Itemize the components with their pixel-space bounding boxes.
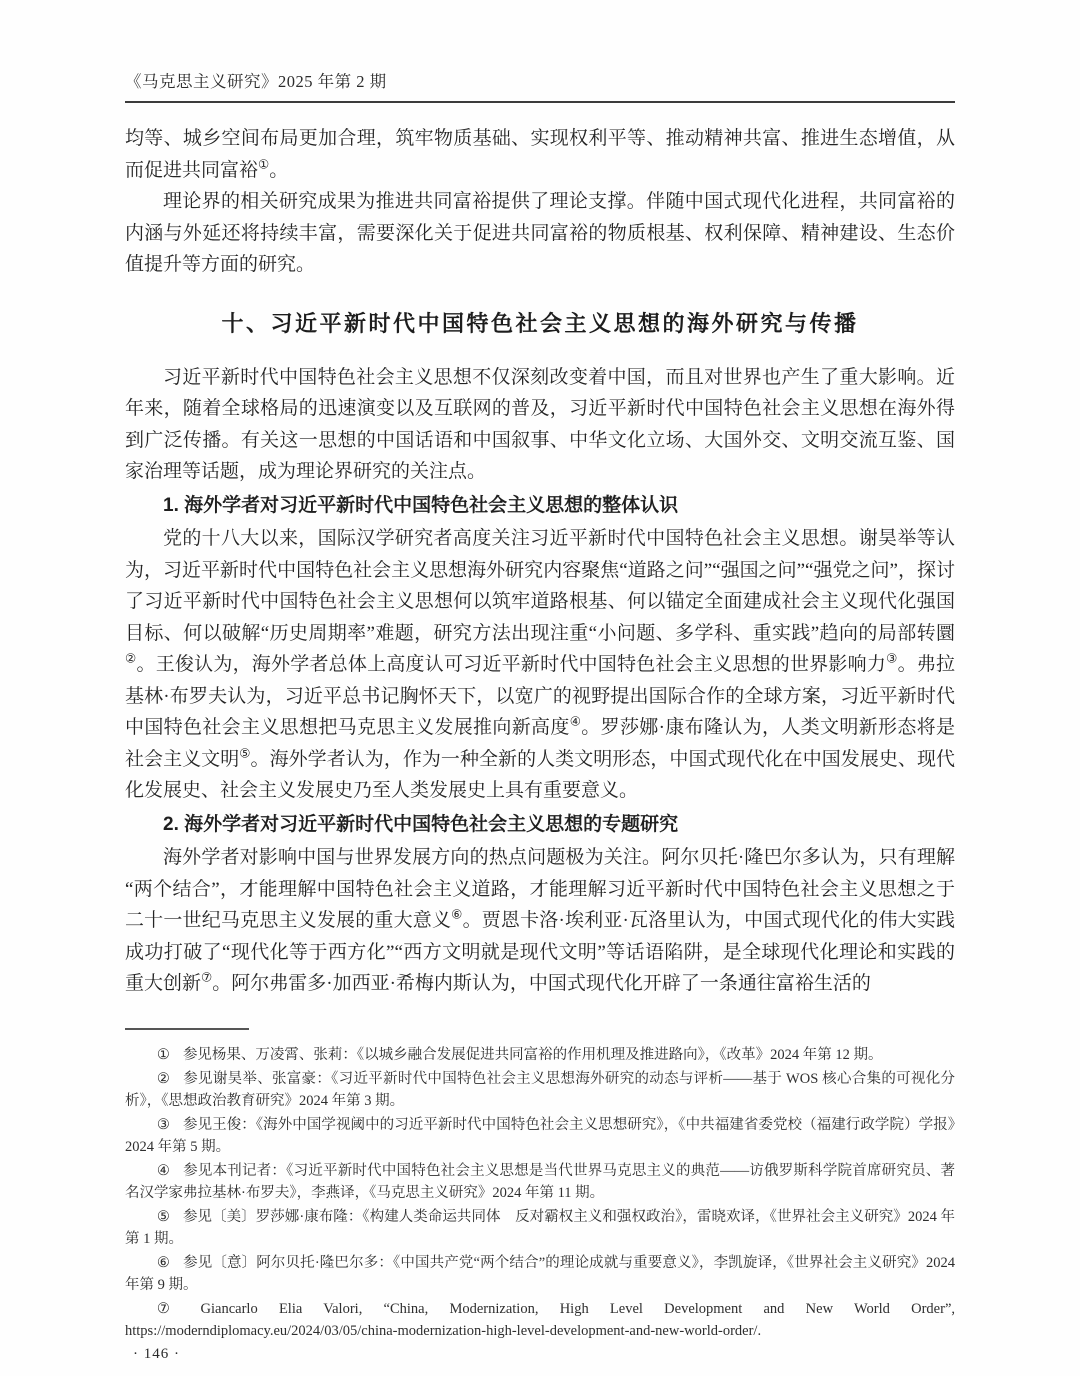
subsection-title: 1. 海外学者对习近平新时代中国特色社会主义思想的整体认识 — [163, 494, 679, 516]
footnote-marker: ④ — [156, 1163, 171, 1179]
page-content — [125, 68, 955, 1000]
footnote-marker: ⑤ — [156, 1209, 170, 1225]
footnote-item — [125, 1114, 955, 1158]
footnote-text: Giancarlo Elia Valori, “China, Modernization, High Level Development and New World Order”, https://moderndiplomacy.eu/2024/03/05/china-modernization-high-level-development-and-new-world-order/. — [125, 1301, 955, 1339]
footnote-ref: ② — [125, 651, 137, 666]
footnote-text: 参见王俊：《海外中国学视阈中的习近平新时代中国特色社会主义思想研究》，《中共福建省委党校（福建行政学院）学报》2024 年第 5 期。 — [125, 1117, 956, 1155]
footnote-item — [125, 1252, 955, 1296]
footnote-marker: ⑥ — [156, 1255, 171, 1271]
subsection-title: 2. 海外学者对习近平新时代中国特色社会主义思想的专题研究 — [163, 813, 679, 835]
footnote-area — [125, 1028, 955, 1344]
footnote-item — [125, 1206, 955, 1250]
footnote-item — [125, 1298, 955, 1342]
footnote-text: 参见谢昊举、张富豪：《习近平新时代中国特色社会主义思想海外研究的动态与评析——基于 WOS 核心合集的可视化分析》，《思想政治教育研究》2024 年第 3 期。 — [125, 1071, 956, 1109]
body-paragraph: 习近平新时代中国特色社会主义思想不仅深刻改变着中国，而且对世界也产生了重大影响。近年来，随着全球格局的迅速演变以及互联网的普及，习近平新时代中国特色社会主义思想在海外得到广泛传播。有关这一思想的中国话语和中国叙事、中华文化立场、大国外交、文明交流互鉴、国家治理等话题，成为理论界研究的关注点。 — [125, 366, 955, 482]
journal-issue-header: 《马克思主义研究》2025 年第 2 期 — [125, 72, 387, 91]
article-body — [125, 123, 955, 1000]
footnote-ref: ④ — [569, 714, 582, 729]
footnote-marker: ① — [156, 1047, 170, 1063]
footnote-text: 参见杨果、万凌霄、张莉：《以城乡融合发展促进共同富裕的作用机理及推进路向》，《改革》2024 年第 12 期。 — [182, 1047, 883, 1063]
footnote-text: 参见本刊记者：《习近平新时代中国特色社会主义思想是当代世界马克思主义的典范——访俄罗斯科学院首席研究员、著名汉学家弗拉基林·布罗夫》，李燕译，《马克思主义研究》2024 年第 11 期。 — [125, 1163, 956, 1201]
section-title: 十、习近平新时代中国特色社会主义思想的海外研究与传播 — [221, 310, 859, 336]
body-paragraph: 海外学者对影响中国与世界发展方向的热点问题极为关注。阿尔贝托·隆巴尔多认为，只有理解“两个结合”，才能理解中国特色社会主义道路，才能理解习近平新时代中国特色社会主义思想之于二十一世纪马克思主义发展的重大意义⑥。贾恩卡洛·埃利亚·瓦洛里认为，中国式现代化的伟大实践成功打破了“现代化等于西方化”“西方文明就是现代文明”等话语陷阱，是全球现代化理论和实践的重大创新⑦。阿尔弗雷多·加西亚·希梅内斯认为，中国式现代化开辟了一条通往富裕生活的 — [125, 847, 956, 994]
footnote-marker: ③ — [156, 1117, 170, 1133]
footnote-item — [125, 1160, 955, 1204]
header-rule — [125, 101, 955, 103]
body-paragraph: 党的十八大以来，国际汉学研究者高度关注习近平新时代中国特色社会主义思想。谢昊举等认为，习近平新时代中国特色社会主义思想海外研究内容聚焦“道路之问”“强国之问”“强党之问”，探讨了习近平新时代中国特色社会主义思想何以筑牢道路根基、何以锚定全面建成社会主义现代化强国目标、何以破解“历史周期率”难题，研究方法出现注重“小问题、多学科、重实践”趋向的局部转圜②。王俊认为，海外学者总体上高度认可习近平新时代中国特色社会主义思想的世界影响力③。弗拉基林·布罗夫认为，习近平总书记胸怀天下，以宽广的视野提出国际合作的全球方案，习近平新时代中国特色社会主义思想把马克思主义发展推向新高度④。罗莎娜·康布隆认为，人类文明新形态将是社会主义文明⑤。海外学者认为，作为一种全新的人类文明形态，中国式现代化在中国发展史、现代化发展史、社会主义发展史乃至人类发展史上具有重要意义。 — [125, 528, 956, 801]
footnote-ref: ③ — [886, 651, 898, 666]
footnote-ref: ⑥ — [451, 907, 463, 922]
footnote-text: 参见〔意〕阿尔贝托·隆巴尔多：《中国共产党“两个结合”的理论成就与重要意义》，李凯旋译，《世界社会主义研究》2024 年第 9 期。 — [125, 1255, 955, 1293]
footnote-item — [125, 1068, 955, 1112]
footnote-ref: ① — [258, 157, 270, 172]
page-number: · 146 · — [133, 1346, 180, 1362]
footnote-marker: ⑦ — [156, 1301, 188, 1317]
footnote-ref: ⑦ — [201, 970, 213, 985]
body-paragraph: 均等、城乡空间布局更加合理，筑牢物质基础、实现权利平等、推动精神共富、推进生态增值，从而促进共同富裕①。 — [125, 128, 955, 181]
footnote-ref: ⑤ — [239, 746, 251, 761]
footnote-text: 参见〔美〕罗莎娜·康布隆：《构建人类命运共同体 反对霸权主义和强权政治》，雷晓欢译，《世界社会主义研究》2024 年第 1 期。 — [125, 1209, 955, 1247]
footnote-item — [125, 1044, 955, 1066]
footnote-list — [125, 1044, 955, 1342]
footnote-marker: ② — [156, 1071, 171, 1087]
footnote-separator — [125, 1028, 249, 1030]
body-paragraph: 理论界的相关研究成果为推进共同富裕提供了理论支撑。伴随中国式现代化进程，共同富裕的内涵与外延还将持续丰富，需要深化关于促进共同富裕的物质根基、权利保障、精神建设、生态价值提升等方面的研究。 — [125, 191, 955, 275]
